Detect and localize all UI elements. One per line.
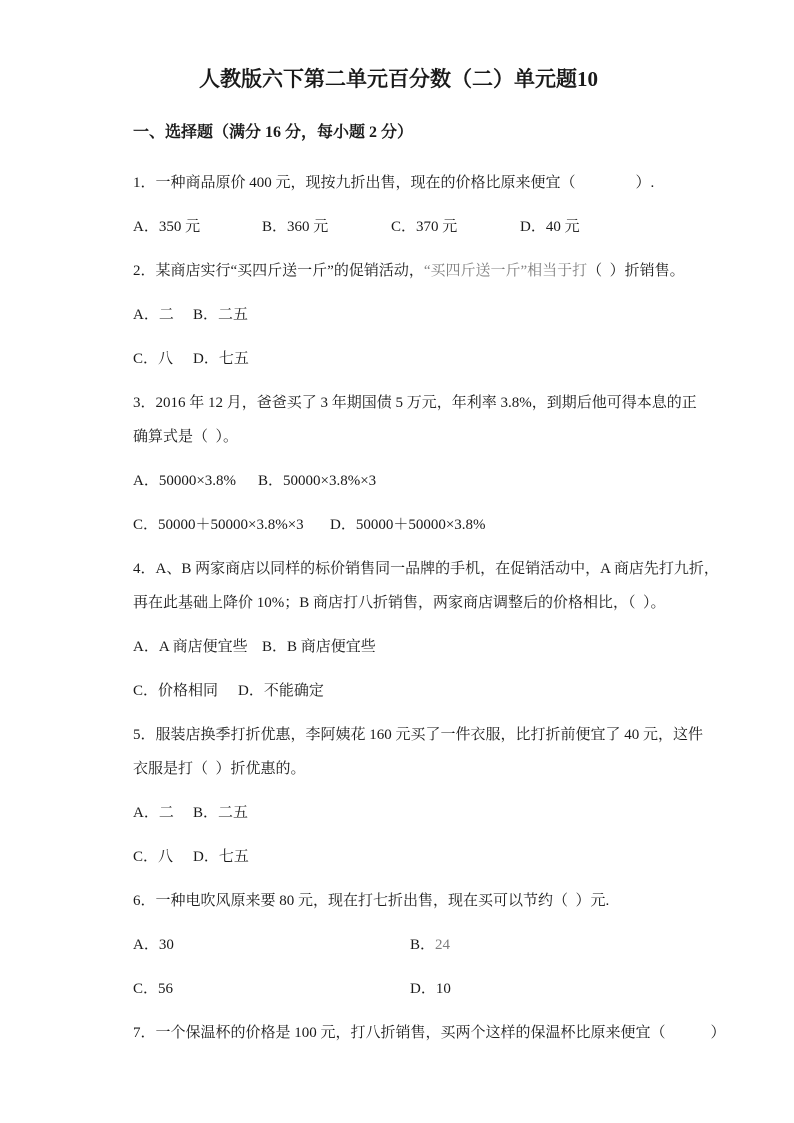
option-6-b-value: 24 xyxy=(435,937,451,953)
question-5-text xyxy=(133,718,704,786)
question-6 xyxy=(133,884,664,1006)
question-4-line2: 再在此基础上降价 10%；B 商店打八折销售，两家商店调整后的价格相比，（ ）。 xyxy=(133,595,666,611)
question-4-option-row-cd xyxy=(133,674,664,708)
document-title: 人教版六下第二单元百分数（二）单元题10 xyxy=(199,67,598,91)
question-7-text: 7．一个保温杯的价格是 100 元，打八折销售，买两个这样的保温杯比原来便宜（ ） xyxy=(133,1025,726,1041)
option-4-c: C．价格相同 xyxy=(133,683,219,699)
option-1-a: A．350 元 xyxy=(133,219,201,235)
option-5-d: D．七五 xyxy=(193,849,249,865)
option-4-a: A．A 商店便宜些 xyxy=(133,639,248,655)
option-6-d: D．10 xyxy=(410,981,451,997)
question-4 xyxy=(133,552,719,708)
option-1-d: D．40 元 xyxy=(520,219,580,235)
question-6-option-row-ab xyxy=(133,928,664,962)
question-3-line2: 确算式是（ ）。 xyxy=(133,429,239,445)
option-2-c: C．八 xyxy=(133,351,174,367)
question-5-line1: 5．服装店换季打折优惠，李阿姨花 160 元买了一件衣服，比打折前便宜了 40 元，这件 xyxy=(133,727,704,743)
question-5 xyxy=(133,718,704,874)
question-6-option-row-cd xyxy=(133,972,664,1006)
question-2-text-part3: （ ）折销售。 xyxy=(587,263,685,279)
question-2-text-part2: “买四斤送一斤”相当于打 xyxy=(423,263,588,279)
option-2-b: B．二五 xyxy=(193,307,249,323)
option-5-c: C．八 xyxy=(133,849,174,865)
option-3-a: A．50000×3.8% xyxy=(133,473,237,489)
option-3-b: B．50000×3.8%×3 xyxy=(258,473,377,489)
option-1-b: B．360 元 xyxy=(262,219,329,235)
option-4-d: D．不能确定 xyxy=(238,683,324,699)
question-1-text: 1．一种商品原价 400 元，现按九折出售，现在的价格比原来便宜（ ）. xyxy=(133,175,655,191)
section-header: 一、选择题（满分 16 分，每小题 2 分） xyxy=(133,124,414,141)
question-3-option-row-cd xyxy=(133,508,664,542)
question-5-option-row-cd xyxy=(133,840,664,874)
question-4-text xyxy=(133,552,719,620)
question-2-text xyxy=(133,254,685,288)
option-5-a: A．二 xyxy=(133,805,174,821)
option-2-a: A．二 xyxy=(133,307,174,323)
question-3-line1: 3．2016 年 12 月，爸爸买了 3 年期国债 5 万元，年利率 3.8%，到期后他可得本息的正 xyxy=(133,395,697,411)
option-6-c: C．56 xyxy=(133,981,174,997)
question-2-option-row-cd xyxy=(133,342,664,376)
option-3-d: D．50000＋50000×3.8% xyxy=(330,517,486,533)
question-2-text-part1: 2．某商店实行“买四斤送一斤”的促销活动， xyxy=(133,263,424,279)
question-3-option-row-ab xyxy=(133,464,664,498)
question-4-line1: 4．A、B 两家商店以同样的标价销售同一品牌的手机，在促销活动中，A 商店先打九折， xyxy=(133,561,719,577)
option-4-b: B．B 商店便宜些 xyxy=(262,639,376,655)
option-6-a: A．30 xyxy=(133,937,174,953)
question-2 xyxy=(133,254,685,376)
question-3 xyxy=(133,386,697,542)
option-6-b xyxy=(410,928,450,962)
question-4-option-row-ab xyxy=(133,630,664,664)
option-6-b-label: B． xyxy=(410,937,436,953)
option-2-d: D．七五 xyxy=(193,351,249,367)
question-5-line2: 衣服是打（ ）折优惠的。 xyxy=(133,761,306,777)
question-5-option-row-ab xyxy=(133,796,664,830)
question-1-option-row xyxy=(133,210,664,244)
question-2-option-row-ab xyxy=(133,298,664,332)
question-1 xyxy=(133,166,664,244)
option-1-c: C．370 元 xyxy=(391,219,458,235)
option-5-b: B．二五 xyxy=(193,805,249,821)
question-7 xyxy=(133,1016,726,1050)
question-6-text: 6．一种电吹风原来要 80 元，现在打七折出售，现在买可以节约（ ）元. xyxy=(133,893,610,909)
option-3-c: C．50000＋50000×3.8%×3 xyxy=(133,517,304,533)
question-3-text xyxy=(133,386,697,454)
